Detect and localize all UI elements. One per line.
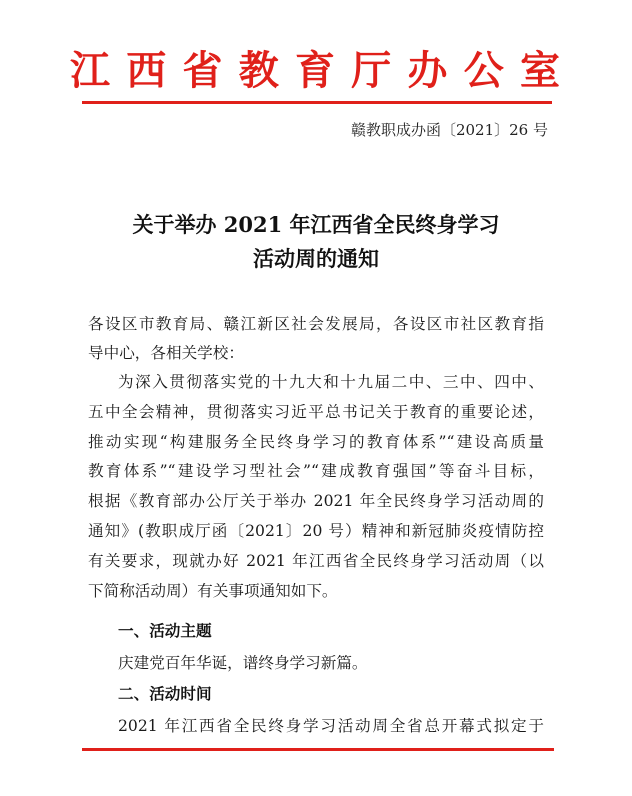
paragraph-line: 通知》(教职成厅函〔2021〕20 号）精神和新冠肺炎疫情防控 [88, 522, 544, 540]
paragraph-line: 推动实现“构建服务全民终身学习的教育体系”“建设高质量 [88, 433, 544, 451]
paragraph-line: 有关要求，现就办好 2021 年江西省全民终身学习活动周（以 [88, 552, 544, 570]
recipients-line-1: 各设区市教育局、赣江新区社会发展局，各设区市社区教育指 [88, 315, 544, 333]
section-2-text: 2021 年江西省全民终身学习活动周全省总开幕式拟定于 [118, 717, 544, 735]
section-1-heading: 一、活动主题 [118, 622, 212, 640]
paragraph-line: 教育体系”“建设学习型社会”“建成教育强国”等奋斗目标， [88, 462, 544, 480]
section-1-text: 庆建党百年华诞，谱终身学习新篇。 [118, 654, 368, 672]
paragraph-line: 为深入贯彻落实党的十九大和十九届二中、三中、四中、 [118, 373, 544, 391]
red-header-rule [82, 101, 552, 104]
notice-title-line-2: 活动周的通知 [253, 246, 379, 271]
issuing-office-title: 江西省教育厅办公室 [70, 47, 562, 94]
paragraph-line: 五中全会精神，贯彻落实习近平总书记关于教育的重要论述， [88, 403, 544, 421]
paragraph-line: 根据《教育部办公厅关于举办 2021 年全民终身学习活动周的 [88, 492, 544, 510]
document-number: 赣教职成办函〔2021〕26 号 [350, 121, 548, 139]
section-2-heading: 二、活动时间 [118, 685, 212, 703]
notice-title-line-1: 关于举办 2021 年江西省全民终身学习 [132, 212, 500, 237]
red-footer-rule [82, 748, 554, 751]
paragraph-line: 下简称活动周）有关事项通知如下。 [88, 582, 338, 600]
recipients-line-2: 导中心，各相关学校： [88, 344, 244, 362]
